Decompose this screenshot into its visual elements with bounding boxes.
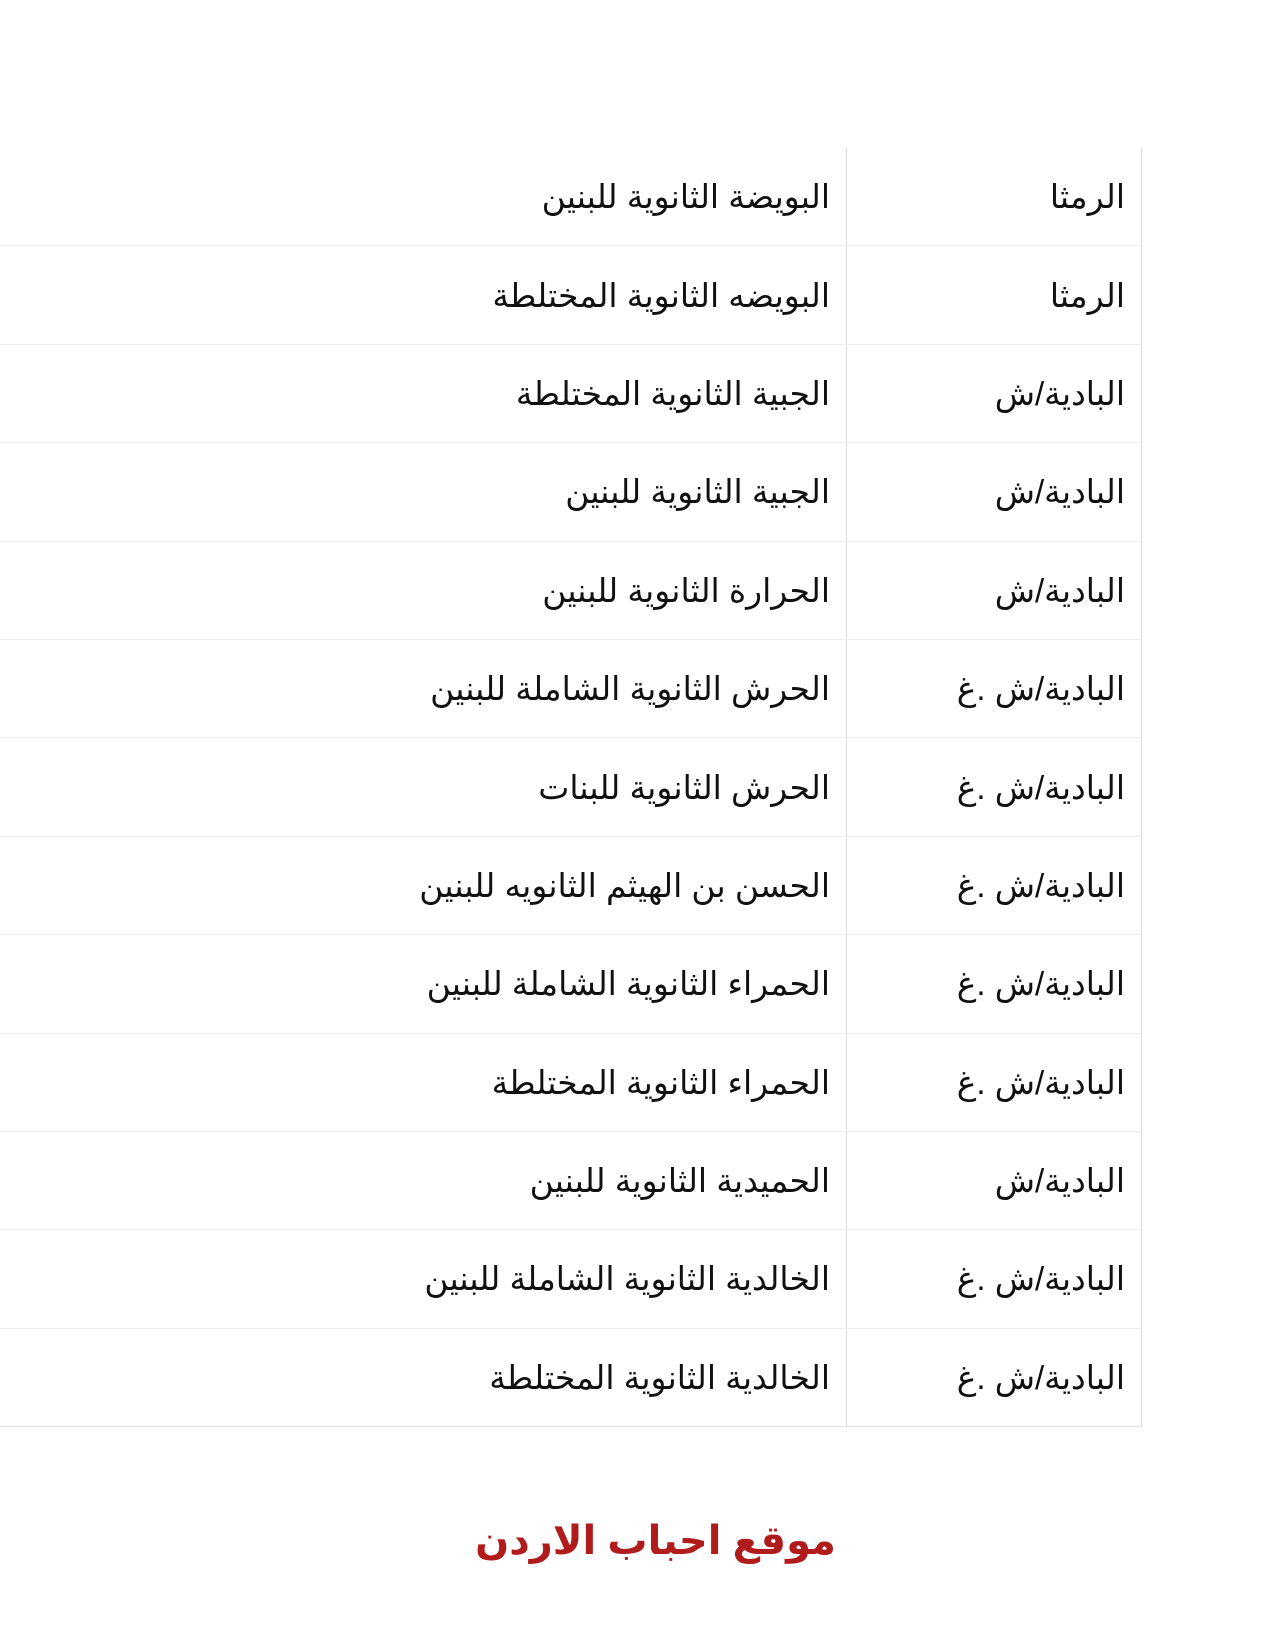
region-cell: البادية/ش .غ xyxy=(956,1260,1125,1298)
footer-site-name xyxy=(0,1518,1275,1564)
table-row xyxy=(0,738,1142,836)
school-cell: البويضه الثانوية المختلطة xyxy=(492,276,830,314)
site-name-text: موقع احباب الاردن xyxy=(475,1519,836,1563)
region-cell: الرمثا xyxy=(1049,276,1125,314)
school-cell: الجبية الثانوية المختلطة xyxy=(515,374,830,412)
region-cell: البادية/ش .غ xyxy=(956,768,1125,806)
table-row xyxy=(0,1132,1142,1230)
region-cell: البادية/ش xyxy=(994,571,1125,609)
table-row xyxy=(0,542,1142,640)
table-row xyxy=(0,837,1142,935)
school-cell: الحميدية الثانوية للبنين xyxy=(529,1162,830,1200)
school-cell: الخالدية الثانوية المختلطة xyxy=(489,1358,830,1396)
school-cell: الخالدية الثانوية الشاملة للبنين xyxy=(424,1260,830,1298)
school-cell: الحمراء الثانوية المختلطة xyxy=(491,1063,830,1101)
region-cell: البادية/ش .غ xyxy=(956,670,1125,708)
table-row xyxy=(0,640,1142,738)
school-cell: الحرش الثانوية الشاملة للبنين xyxy=(430,670,830,708)
region-cell: البادية/ش .غ xyxy=(956,965,1125,1003)
region-cell: الرمثا xyxy=(1049,178,1125,216)
table-row xyxy=(0,148,1142,246)
table-row xyxy=(0,246,1142,344)
table-row xyxy=(0,935,1142,1033)
region-cell: البادية/ش xyxy=(994,374,1125,412)
table-row xyxy=(0,1329,1142,1427)
region-cell: البادية/ش .غ xyxy=(956,866,1125,904)
table-row xyxy=(0,1230,1142,1328)
table-row xyxy=(0,1034,1142,1132)
table-row xyxy=(0,443,1142,541)
school-cell: الحسن بن الهيثم الثانويه للبنين xyxy=(419,866,830,904)
table-row xyxy=(0,345,1142,443)
school-cell: الحمراء الثانوية الشاملة للبنين xyxy=(426,965,830,1003)
school-cell: البويضة الثانوية للبنين xyxy=(541,178,830,216)
school-cell: الحرارة الثانوية للبنين xyxy=(542,571,830,609)
region-cell: البادية/ش xyxy=(994,1162,1125,1200)
school-cell: الجبية الثانوية للبنين xyxy=(565,473,830,511)
region-cell: البادية/ش .غ xyxy=(956,1063,1125,1101)
schools-table xyxy=(0,148,1142,1427)
region-cell: البادية/ش xyxy=(994,473,1125,511)
region-cell: البادية/ش .غ xyxy=(956,1358,1125,1396)
school-cell: الحرش الثانوية للبنات xyxy=(538,768,830,806)
